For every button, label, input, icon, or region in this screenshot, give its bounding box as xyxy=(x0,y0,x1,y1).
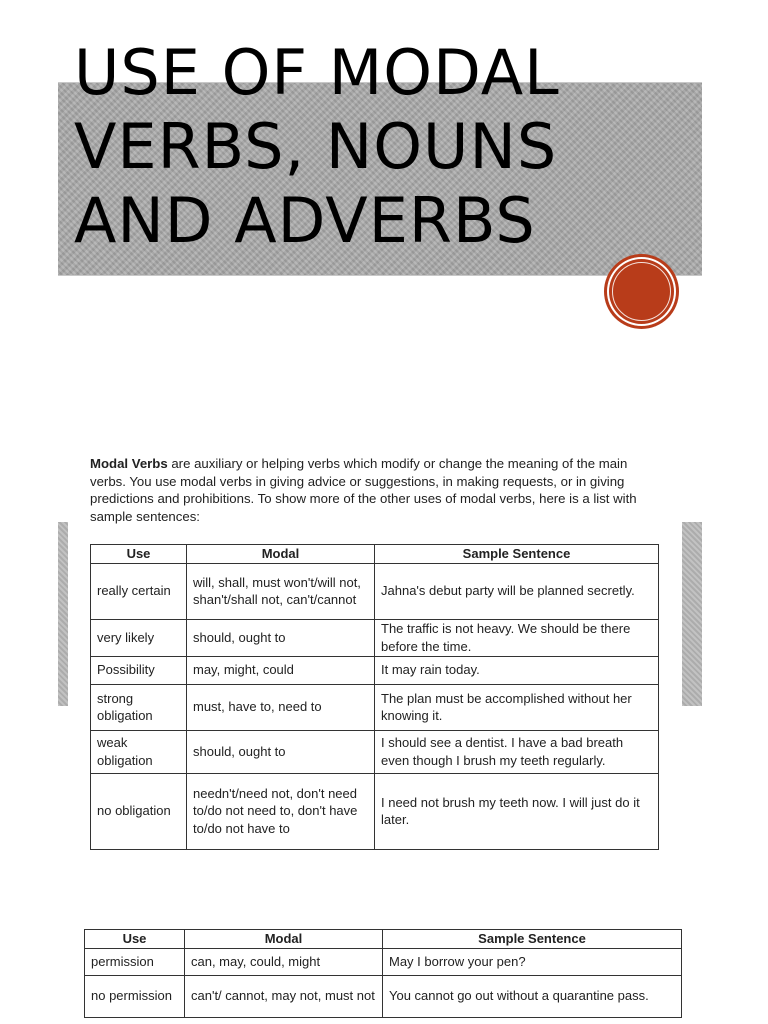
modal-verbs-table-2 xyxy=(84,929,682,1018)
header-use: Use xyxy=(85,930,185,949)
intro-term: Modal Verbs xyxy=(90,456,168,471)
cell-sentence: You cannot go out without a quarantine pass. xyxy=(383,975,682,1017)
cell-use: Possibility xyxy=(91,656,187,684)
header-modal: Modal xyxy=(185,930,383,949)
modal-verbs-table-1 xyxy=(90,544,659,850)
cell-use: permission xyxy=(85,948,185,975)
title-line-1: USE OF MODAL xyxy=(74,36,560,109)
table-row xyxy=(91,656,659,684)
table-row xyxy=(91,684,659,730)
header-sample-sentence: Sample Sentence xyxy=(375,545,659,564)
cell-use: really certain xyxy=(91,563,187,619)
left-decor-strip xyxy=(58,522,68,706)
cell-modal: can't/ cannot, may not, must not xyxy=(185,975,383,1017)
table-row xyxy=(85,975,682,1017)
intro-paragraph xyxy=(90,455,662,525)
table-row xyxy=(91,619,659,656)
title-line-2: VERBS, NOUNS xyxy=(74,110,558,183)
cell-sentence: The plan must be accomplished without her knowing it. xyxy=(375,684,659,730)
cell-sentence: I should see a dentist. I have a bad breath even though I brush my teeth regularly. xyxy=(375,730,659,773)
cell-modal: should, ought to xyxy=(187,730,375,773)
table-header-row xyxy=(85,930,682,949)
cell-modal: needn't/need not, don't need to/do not need to, don't have to/do not have to xyxy=(187,773,375,849)
cell-sentence: It may rain today. xyxy=(375,656,659,684)
table-row xyxy=(85,948,682,975)
cell-sentence: May I borrow your pen? xyxy=(383,948,682,975)
table-row xyxy=(91,563,659,619)
cell-sentence: I need not brush my teeth now. I will just do it later. xyxy=(375,773,659,849)
cell-modal: must, have to, need to xyxy=(187,684,375,730)
table-row xyxy=(91,773,659,849)
cell-use: weak obligation xyxy=(91,730,187,773)
cell-use: strong obligation xyxy=(91,684,187,730)
header-use: Use xyxy=(91,545,187,564)
cell-modal: may, might, could xyxy=(187,656,375,684)
header-sample-sentence: Sample Sentence xyxy=(383,930,682,949)
cell-sentence: Jahna's debut party will be planned secretly. xyxy=(375,563,659,619)
slide-title xyxy=(74,36,714,258)
table-header-row xyxy=(91,545,659,564)
cell-modal: should, ought to xyxy=(187,619,375,656)
header-modal: Modal xyxy=(187,545,375,564)
cell-use: no obligation xyxy=(91,773,187,849)
right-decor-strip xyxy=(682,522,702,706)
cell-use: very likely xyxy=(91,619,187,656)
cell-modal: can, may, could, might xyxy=(185,948,383,975)
cell-use: no permission xyxy=(85,975,185,1017)
decorative-circle-badge xyxy=(607,257,676,326)
table-row xyxy=(91,730,659,773)
cell-modal: will, shall, must won't/will not, shan't/shall not, can't/cannot xyxy=(187,563,375,619)
cell-sentence: The traffic is not heavy. We should be there before the time. xyxy=(375,619,659,656)
title-line-3: AND ADVERBS xyxy=(74,184,536,257)
intro-text: are auxiliary or helping verbs which modify or change the meaning of the main verbs. You use modal verbs in giving advice or suggestions, in making requests, or in giving predictions and prohibitions. To show more of the other uses of modal verbs, here is a list with sample sentences: xyxy=(90,456,637,524)
